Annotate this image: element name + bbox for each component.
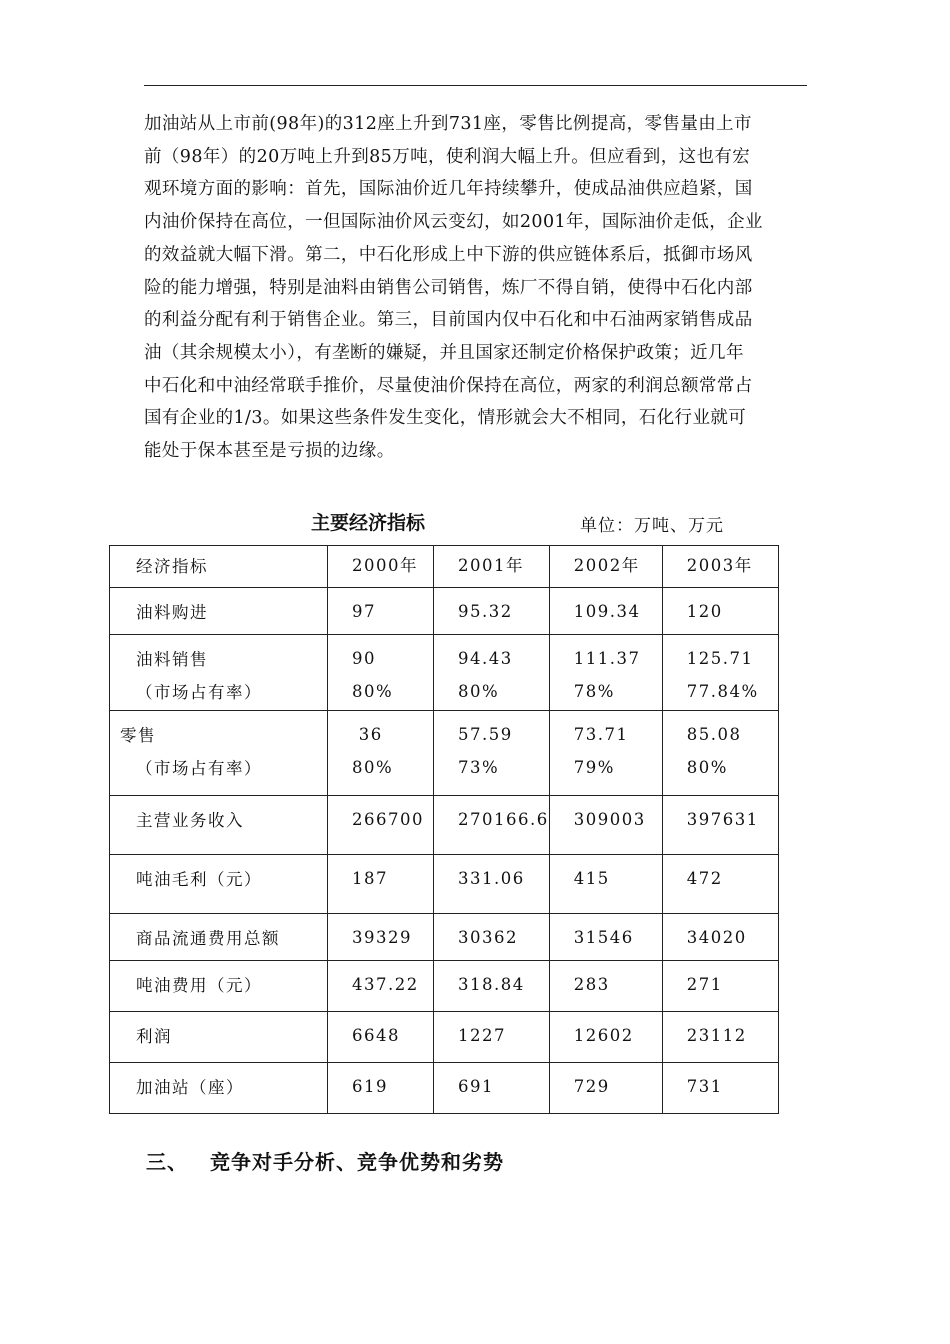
cell-value: 90 bbox=[352, 649, 376, 668]
cell-value: 120 bbox=[686, 602, 723, 621]
header-cell-year bbox=[549, 546, 662, 588]
value-cell bbox=[328, 635, 434, 711]
cell-value: 31546 bbox=[573, 928, 634, 947]
value-text bbox=[434, 914, 549, 954]
value-text bbox=[550, 855, 662, 895]
row-label bbox=[110, 914, 327, 955]
value-text bbox=[328, 588, 433, 628]
value-cell bbox=[328, 711, 434, 796]
cell-share: 77.84% bbox=[686, 682, 759, 701]
value-text bbox=[663, 961, 778, 1001]
value-text bbox=[328, 961, 433, 1001]
value-cell bbox=[662, 796, 778, 855]
table-row bbox=[110, 1012, 779, 1063]
table-header-row bbox=[110, 546, 779, 588]
cell-share: 80% bbox=[352, 758, 394, 777]
row-label bbox=[110, 1063, 327, 1104]
value-cell bbox=[662, 1063, 778, 1114]
value-text bbox=[663, 796, 778, 836]
cell-value: 437.22 bbox=[352, 975, 419, 994]
value-text bbox=[663, 635, 778, 708]
cell-value: 57.59 bbox=[458, 725, 513, 744]
value-cell bbox=[328, 1063, 434, 1114]
value-text bbox=[663, 588, 778, 628]
paragraph-line: 内油价保持在高位，一但国际油价风云变幻，如2001年，国际油价走低，企业 bbox=[144, 212, 763, 233]
cell-value: 309003 bbox=[573, 810, 646, 829]
value-text bbox=[434, 635, 549, 708]
row-label bbox=[110, 635, 327, 709]
cell-share: 80% bbox=[686, 758, 728, 777]
value-text bbox=[434, 796, 549, 836]
value-cell bbox=[549, 961, 662, 1012]
row-label-text: 零售 bbox=[120, 726, 156, 745]
table-row bbox=[110, 961, 779, 1012]
row-sublabel: （市场占有率） bbox=[136, 759, 262, 778]
row-sublabel: （市场占有率） bbox=[136, 683, 262, 702]
header-text: 2000年 bbox=[352, 556, 418, 575]
value-cell bbox=[328, 855, 434, 914]
value-cell bbox=[434, 855, 550, 914]
body-paragraph bbox=[144, 108, 808, 468]
row-label-cell bbox=[110, 914, 328, 961]
header-rule bbox=[144, 85, 807, 86]
value-cell bbox=[434, 914, 550, 961]
row-label-cell bbox=[110, 855, 328, 914]
paragraph-line: 加油站从上市前(98年)的312座上升到731座，零售比例提高，零售量由上市 bbox=[144, 114, 752, 134]
value-cell bbox=[662, 914, 778, 961]
table-row bbox=[110, 588, 779, 635]
cell-value: 397631 bbox=[686, 810, 759, 829]
header-text: 2002年 bbox=[573, 556, 640, 575]
row-label-cell bbox=[110, 711, 328, 796]
row-label-text: 油料购进 bbox=[136, 603, 208, 622]
cell-value: 271 bbox=[686, 975, 723, 994]
cell-value: 619 bbox=[352, 1077, 388, 1096]
cell-value: 729 bbox=[573, 1077, 610, 1096]
value-cell bbox=[662, 961, 778, 1012]
row-label-cell bbox=[110, 796, 328, 855]
row-label-text: 利润 bbox=[136, 1027, 172, 1046]
cell-value: 731 bbox=[686, 1077, 723, 1096]
table-row bbox=[110, 796, 779, 855]
value-text bbox=[550, 1012, 662, 1052]
value-cell bbox=[662, 855, 778, 914]
cell-share: 80% bbox=[458, 682, 500, 701]
paragraph-line: 观环境方面的影响：首先，国际油价近几年持续攀升，使成品油供应趋紧，国 bbox=[144, 179, 753, 200]
header-cell-year bbox=[328, 546, 434, 588]
value-text bbox=[328, 855, 433, 895]
value-text bbox=[434, 961, 549, 1001]
row-label-cell bbox=[110, 961, 328, 1012]
value-text bbox=[328, 796, 433, 836]
value-cell bbox=[434, 796, 550, 855]
paragraph-line: 的效益就大幅下滑。第二，中石化形成上中下游的供应链体系后，抵御市场风 bbox=[144, 244, 753, 265]
value-cell bbox=[328, 914, 434, 961]
value-cell bbox=[434, 635, 550, 711]
cell-value: 85.08 bbox=[686, 725, 742, 744]
cell-value: 266700 bbox=[352, 810, 424, 829]
value-text bbox=[550, 1063, 662, 1103]
paragraph-line: 险的能力增强，特别是油料由销售公司销售，炼厂不得自销，使得中石化内部 bbox=[144, 277, 753, 298]
cell-share: 80% bbox=[352, 682, 394, 701]
table-title: 主要经济指标 bbox=[311, 512, 426, 534]
header-cell-indicator bbox=[110, 546, 328, 588]
cell-value: 270166.6 bbox=[458, 810, 549, 829]
cell-value: 125.71 bbox=[686, 649, 754, 668]
value-cell bbox=[549, 588, 662, 635]
row-label-text: 吨油费用（元） bbox=[136, 976, 262, 995]
value-cell bbox=[549, 635, 662, 711]
value-cell bbox=[662, 588, 778, 635]
row-label-cell bbox=[110, 588, 328, 635]
value-cell bbox=[662, 711, 778, 796]
section-title: 竞争对手分析、竞争优势和劣势 bbox=[210, 1150, 504, 1174]
row-label-text: 吨油毛利（元） bbox=[136, 870, 262, 889]
table-row bbox=[110, 635, 779, 711]
table-row bbox=[110, 711, 779, 796]
row-label-text: 加油站（座） bbox=[136, 1078, 244, 1097]
paragraph-line: 油（其余规模太小），有垄断的嫌疑，并且国家还制定价格保护政策；近几年 bbox=[144, 342, 744, 363]
value-text bbox=[663, 855, 778, 895]
paragraph-line: 的利益分配有利于销售企业。第三，目前国内仅中石化和中石油两家销售成品 bbox=[144, 310, 753, 331]
paragraph-line: 国有企业的1/3。如果这些条件发生变化，情形就会大不相同，石化行业就可 bbox=[144, 408, 747, 429]
value-text bbox=[550, 914, 662, 954]
row-label-text: 油料销售 bbox=[136, 650, 208, 669]
value-text bbox=[434, 711, 549, 784]
row-label-cell bbox=[110, 635, 328, 711]
value-cell bbox=[549, 1012, 662, 1063]
header-cell-year bbox=[434, 546, 550, 588]
row-label-text: 商品流通费用总额 bbox=[136, 929, 280, 948]
value-cell bbox=[328, 961, 434, 1012]
value-cell bbox=[434, 961, 550, 1012]
value-cell bbox=[549, 1063, 662, 1114]
value-cell bbox=[549, 855, 662, 914]
cell-value: 691 bbox=[458, 1077, 494, 1096]
value-cell bbox=[434, 1012, 550, 1063]
cell-share: 73% bbox=[458, 758, 500, 777]
paragraph-line: 前（98年）的20万吨上升到85万吨，使利润大幅上升。但应看到，这也有宏 bbox=[144, 146, 751, 167]
cell-value: 12602 bbox=[573, 1026, 634, 1045]
value-text bbox=[434, 855, 549, 895]
value-text bbox=[328, 1063, 433, 1103]
cell-value: 73.71 bbox=[573, 725, 629, 744]
value-text bbox=[663, 1063, 778, 1103]
row-label bbox=[110, 961, 327, 1002]
cell-value: 331.06 bbox=[458, 869, 525, 888]
table-row bbox=[110, 914, 779, 961]
cell-value: 97 bbox=[352, 602, 376, 621]
row-label-text: 主营业务收入 bbox=[136, 811, 244, 830]
header-text: 经济指标 bbox=[136, 557, 208, 576]
row-label-cell bbox=[110, 1012, 328, 1063]
row-label bbox=[110, 1012, 327, 1053]
section-heading bbox=[146, 1146, 504, 1175]
cell-value: 94.43 bbox=[458, 649, 513, 668]
cell-value: 111.37 bbox=[573, 649, 641, 668]
value-text bbox=[328, 914, 433, 954]
value-cell bbox=[549, 914, 662, 961]
value-cell bbox=[662, 1012, 778, 1063]
value-cell bbox=[662, 635, 778, 711]
value-text bbox=[550, 796, 662, 836]
cell-share: 78% bbox=[573, 682, 615, 701]
cell-value: 109.34 bbox=[573, 602, 641, 621]
value-text bbox=[434, 588, 549, 628]
cell-value: 30362 bbox=[458, 928, 518, 947]
paragraph-line: 能处于保本甚至是亏损的边缘。 bbox=[144, 441, 395, 462]
row-label bbox=[110, 855, 327, 896]
cell-value: 36 bbox=[352, 725, 383, 744]
row-label-cell bbox=[110, 1063, 328, 1114]
cell-value: 187 bbox=[352, 869, 388, 888]
cell-share: 79% bbox=[573, 758, 615, 777]
value-text bbox=[550, 711, 662, 784]
value-text bbox=[328, 711, 433, 784]
cell-value: 1227 bbox=[458, 1026, 506, 1045]
table-row bbox=[110, 855, 779, 914]
cell-value: 6648 bbox=[352, 1026, 400, 1045]
cell-value: 95.32 bbox=[458, 602, 513, 621]
value-cell bbox=[434, 588, 550, 635]
value-text bbox=[663, 711, 778, 784]
table-row bbox=[110, 1063, 779, 1114]
value-text bbox=[550, 635, 662, 708]
value-cell bbox=[328, 588, 434, 635]
value-text bbox=[434, 1063, 549, 1103]
value-text bbox=[328, 635, 433, 708]
value-text bbox=[434, 1012, 549, 1052]
cell-value: 283 bbox=[573, 975, 610, 994]
value-cell bbox=[328, 796, 434, 855]
value-cell bbox=[328, 1012, 434, 1063]
value-cell bbox=[434, 1063, 550, 1114]
cell-value: 39329 bbox=[352, 928, 412, 947]
section-number: 三、 bbox=[146, 1150, 188, 1174]
value-cell bbox=[434, 711, 550, 796]
value-text bbox=[550, 588, 662, 628]
value-cell bbox=[549, 796, 662, 855]
cell-value: 472 bbox=[686, 869, 723, 888]
paragraph-line: 中石化和中油经常联手推价，尽量使油价保持在高位，两家的利润总额常常占 bbox=[144, 375, 753, 396]
value-text bbox=[663, 914, 778, 954]
value-text bbox=[550, 961, 662, 1001]
economic-indicators-table bbox=[109, 545, 779, 1114]
header-cell-year bbox=[662, 546, 778, 588]
row-label bbox=[110, 588, 327, 629]
value-cell bbox=[549, 711, 662, 796]
row-label bbox=[110, 796, 327, 837]
row-label bbox=[110, 711, 327, 785]
value-text bbox=[663, 1012, 778, 1052]
cell-value: 415 bbox=[573, 869, 610, 888]
table-unit: 单位：万吨、万元 bbox=[580, 516, 724, 536]
header-text: 2001年 bbox=[458, 556, 524, 575]
cell-value: 23112 bbox=[686, 1026, 747, 1045]
cell-value: 34020 bbox=[686, 928, 747, 947]
cell-value: 318.84 bbox=[458, 975, 525, 994]
header-text: 2003年 bbox=[686, 556, 753, 575]
value-text bbox=[328, 1012, 433, 1052]
